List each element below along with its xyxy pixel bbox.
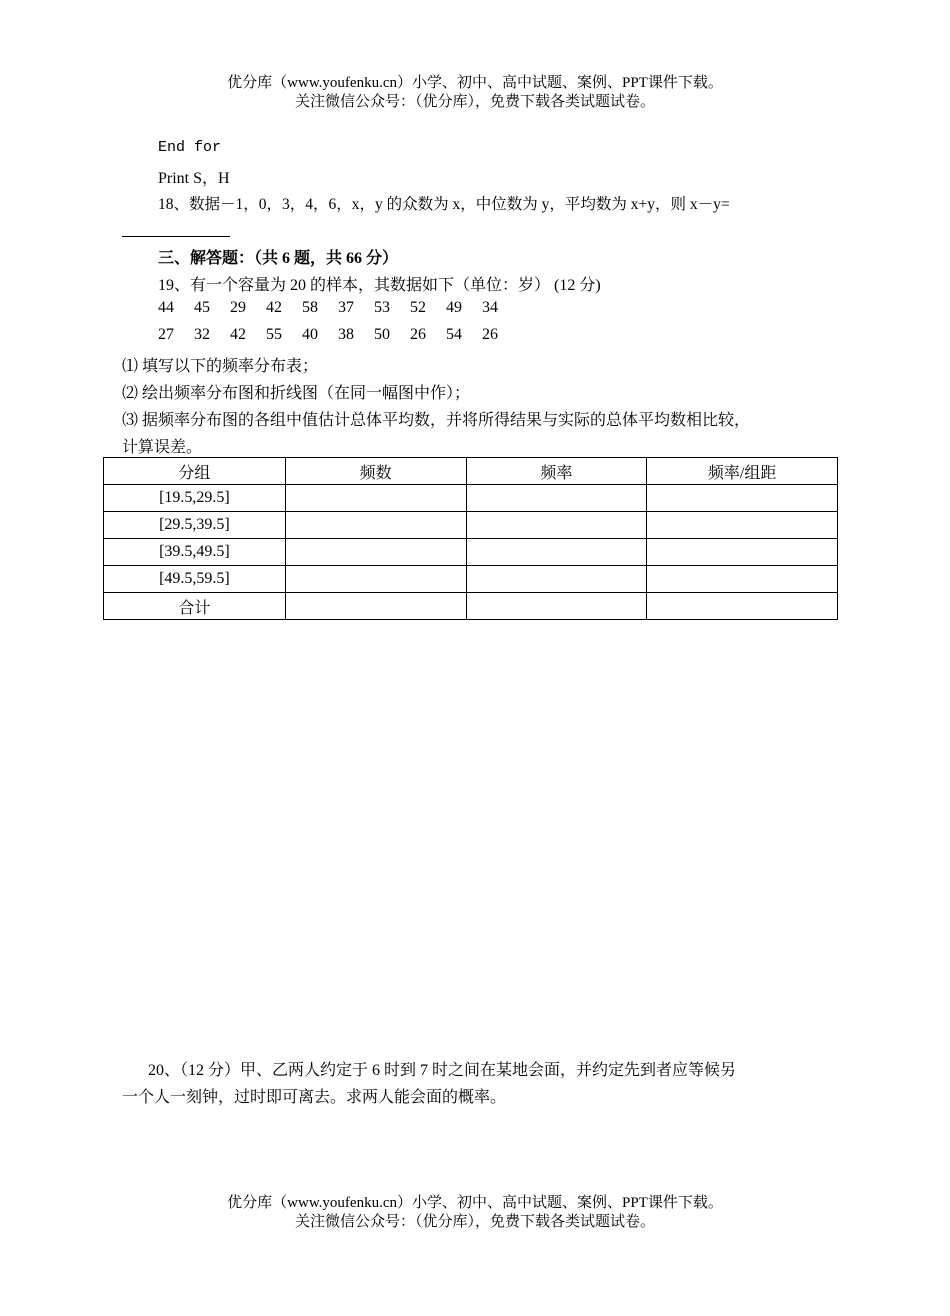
data-value: 52 (410, 299, 426, 316)
question-19-part-3-cont: 计算误差。 (122, 439, 203, 456)
table-row (104, 566, 838, 593)
section-title: 三、解答题：（共 6 题，共 66 分） (158, 250, 399, 267)
data-value: 53 (374, 299, 390, 316)
data-value: 42 (266, 299, 282, 316)
data-value: 40 (302, 326, 318, 343)
frequency-count-cell[interactable] (285, 593, 466, 620)
column-header: 频率/组距 (647, 458, 838, 485)
question-19-part-2: ⑵ 绘出频率分布图和折线图（在同一幅图中作）； (122, 385, 471, 402)
data-value: 26 (410, 326, 426, 343)
data-value: 27 (158, 326, 174, 343)
table-row (104, 485, 838, 512)
question-19-part-1: ⑴ 填写以下的频率分布表； (122, 358, 319, 375)
frequency-count-cell[interactable] (285, 512, 466, 539)
data-value: 26 (482, 326, 498, 343)
rate-per-width-cell[interactable] (647, 485, 838, 512)
frequency-rate-cell[interactable] (466, 593, 647, 620)
frequency-count-cell[interactable] (285, 485, 466, 512)
question-18: 18、数据－1，0，3，4，6，x，y 的众数为 x，中位数为 y，平均数为 x+y，则 x－y= (158, 196, 730, 213)
code-print: Print S，H (158, 170, 230, 187)
column-header: 频率 (466, 458, 647, 485)
table-row (104, 512, 838, 539)
frequency-count-cell[interactable] (285, 539, 466, 566)
answer-blank-18 (122, 236, 230, 237)
data-value: 37 (338, 299, 354, 316)
column-header: 频数 (285, 458, 466, 485)
question-19-intro: 19、有一个容量为 20 的样本，其数据如下（单位：岁） (12 分) (158, 277, 601, 294)
rate-per-width-cell[interactable] (647, 512, 838, 539)
data-value: 50 (374, 326, 390, 343)
data-value: 45 (194, 299, 210, 316)
frequency-table (103, 457, 838, 620)
data-value: 58 (302, 299, 318, 316)
rate-per-width-cell[interactable] (647, 539, 838, 566)
data-value: 49 (446, 299, 462, 316)
data-value: 32 (194, 326, 210, 343)
data-row-1 (158, 299, 518, 317)
group-cell: [19.5,29.5] (104, 485, 286, 512)
data-value: 44 (158, 299, 174, 316)
total-label-cell: 合计 (104, 593, 286, 620)
frequency-rate-cell[interactable] (466, 512, 647, 539)
data-value: 42 (230, 326, 246, 343)
rate-per-width-cell[interactable] (647, 566, 838, 593)
group-cell: [39.5,49.5] (104, 539, 286, 566)
table-total-row (104, 593, 838, 620)
data-row-2 (158, 326, 518, 344)
group-cell: [29.5,39.5] (104, 512, 286, 539)
code-end-for: End for (158, 139, 222, 156)
table-row (104, 539, 838, 566)
column-header: 分组 (104, 458, 286, 485)
question-19-part-3: ⑶ 据频率分布图的各组中值估计总体平均数，并将所得结果与实际的总体平均数相比较， (122, 412, 751, 429)
data-value: 34 (482, 299, 498, 316)
footer-line-1: 优分库（www.youfenku.cn）小学、初中、高中试题、案例、PPT课件下载。 (227, 1195, 723, 1211)
group-cell: [49.5,59.5] (104, 566, 286, 593)
frequency-count-cell[interactable] (285, 566, 466, 593)
frequency-rate-cell[interactable] (466, 485, 647, 512)
data-value: 38 (338, 326, 354, 343)
rate-per-width-cell[interactable] (647, 593, 838, 620)
frequency-rate-cell[interactable] (466, 566, 647, 593)
header-line-2: 关注微信公众号：（优分库），免费下载各类试题试卷。 (294, 94, 655, 110)
question-20-line-1: 20、（12 分）甲、乙两人约定于 6 时到 7 时之间在某地会面，并约定先到者应等候另 (148, 1062, 737, 1079)
data-value: 29 (230, 299, 246, 316)
data-value: 54 (446, 326, 462, 343)
question-20-line-2: 一个人一刻钟，过时即可离去。求两人能会面的概率。 (122, 1089, 507, 1106)
header-line-1: 优分库（www.youfenku.cn）小学、初中、高中试题、案例、PPT课件下载。 (227, 75, 723, 91)
footer-line-2: 关注微信公众号：（优分库），免费下载各类试题试卷。 (294, 1214, 655, 1230)
data-value: 55 (266, 326, 282, 343)
frequency-rate-cell[interactable] (466, 539, 647, 566)
table-header-row (104, 458, 838, 485)
